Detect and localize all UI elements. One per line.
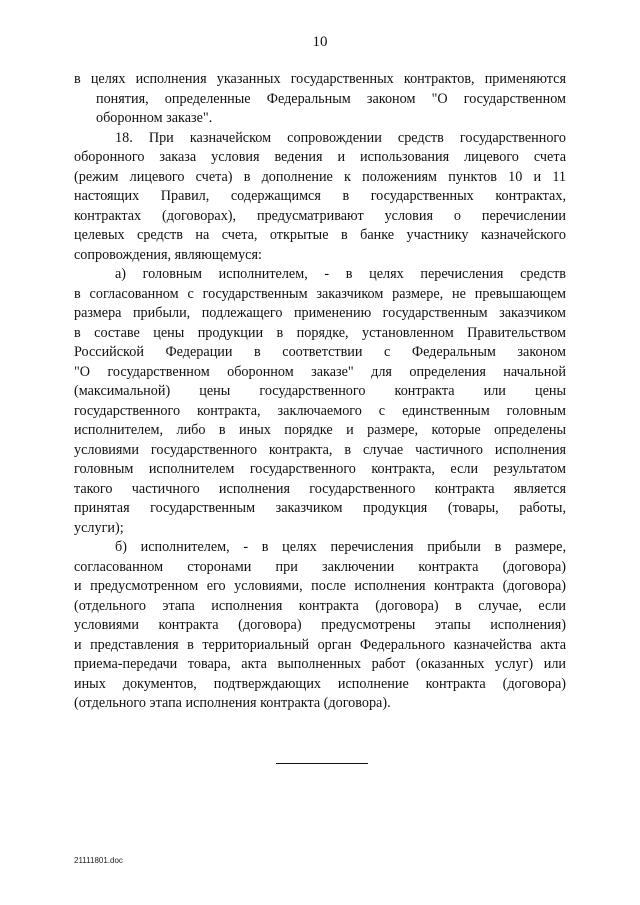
text-line: контрактах (договорах), предусматривают условия о перечислении [74,207,566,224]
text-line: "О государственном оборонном заказе" для определения начальной [74,363,566,380]
text-line: головным исполнителем государственного контракта, если результатом [74,461,566,477]
text-line: 18. При казначейском сопровождении средств государственного [115,129,566,146]
text-line: и предусмотренном его условиями, после исполнения контракта (договора) [74,578,566,594]
text-line: такого частичного исполнения государственного контракта является [74,480,566,497]
paragraph-item-18 [74,129,566,266]
footer-filename: 21111801.doc [74,856,123,865]
text-line: в согласованном с государственным заказчиком размере, не превышающем [74,285,566,302]
text-line: в целях исполнения указанных государственных контрактов, применяются [74,71,566,87]
text-line: оборонном заказе". [96,110,213,126]
paragraph-item-a [74,265,566,538]
text-line: настоящих Правил, содержащимся в государственных контрактах, [74,188,566,204]
text-line: размера прибыли, подлежащего применению государственным заказчиком [74,305,566,321]
text-line: условиями государственного контракта, в случае частичного исполнения [74,441,566,458]
paragraph-item-b [74,538,566,714]
paragraph-intro [74,70,566,129]
document-body [74,70,566,714]
text-line: государственного контракта, заключаемого с единственным головным [74,402,566,419]
text-line: условиями контракта (договора) предусмотрены этапы исполнения) [74,617,566,633]
text-line: (отдельного этапа исполнения контракта (договора). [74,695,391,711]
text-line: в составе цены продукции в порядке, установленном Правительством [74,324,566,341]
text-line: оборонного заказа условия ведения и использования лицевого счета [74,149,566,165]
text-line: (максимальной) цены государственного контракта или цены [74,383,566,399]
text-line: Российской Федерации в соответствии с Федеральным законом [74,344,566,360]
end-separator-line [276,763,368,764]
page-number: 10 [312,34,328,50]
text-line: и представления в территориальный орган Федерального казначейства акта [74,636,566,653]
text-line: приема-передачи товара, акта выполненных работ (оказанных услуг) или [74,656,566,672]
text-line: (режим лицевого счета) в дополнение к положениям пунктов 10 и 11 [74,168,566,185]
text-line: иных документов, подтверждающих исполнение контракта (договора) [74,675,566,692]
text-line: б) исполнителем, - в целях перечисления прибыли в размере, [115,539,566,555]
text-line: услуги); [74,519,124,536]
text-line: целевых средств на счета, открытые в банке участнику казначейского [74,227,566,243]
text-line: а) головным исполнителем, - в целях перечисления средств [115,266,566,282]
text-line: исполнителем, либо в иных порядке и размере, которые определены [74,422,566,438]
text-line: (отдельного этапа исполнения контракта (договора) в случае, если [74,597,566,614]
text-line: понятия, определенные Федеральным законом "О государственном [96,90,566,107]
text-line: принятая государственным заказчиком продукция (товары, работы, [74,500,566,516]
text-line: согласованном сторонами при заключении контракта (договора) [74,558,566,575]
text-line: сопровождения, являющемуся: [74,246,262,263]
